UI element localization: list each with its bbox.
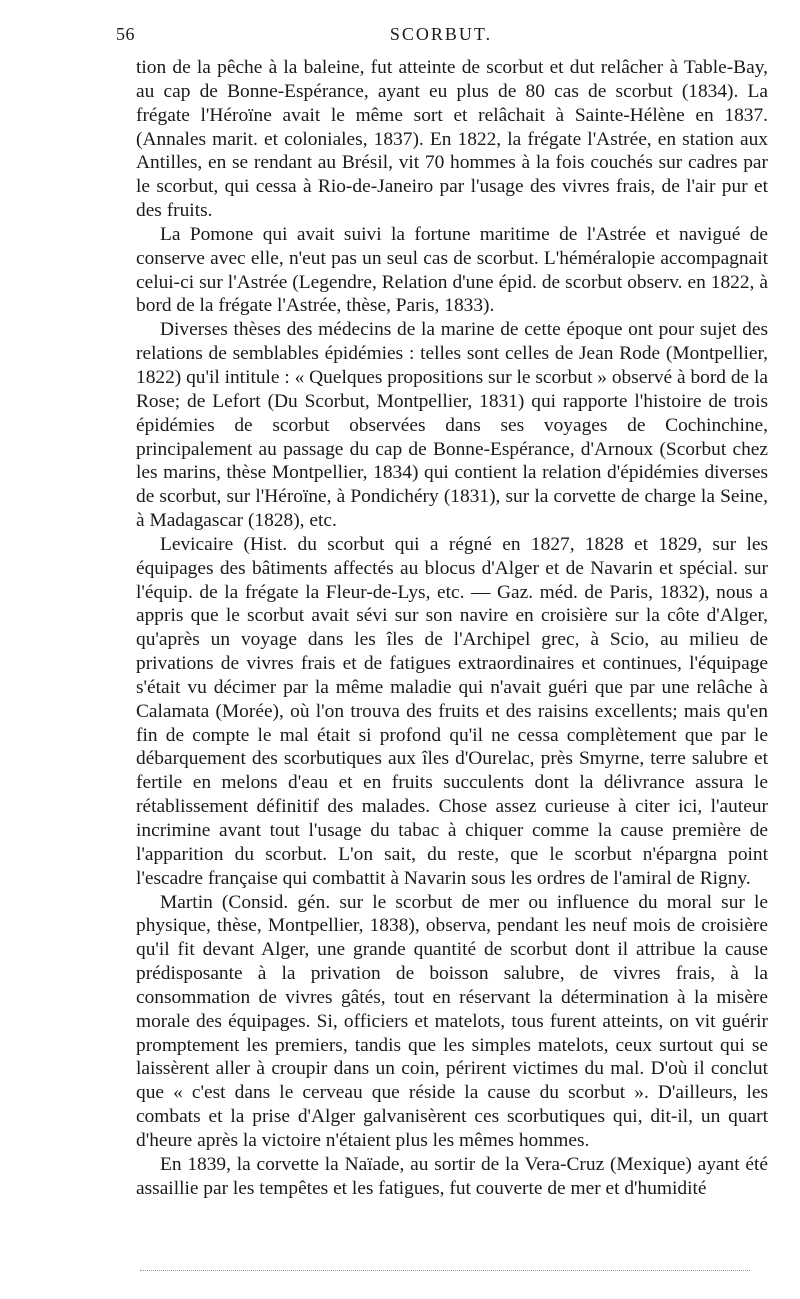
paragraph-continuation: tion de la pêche à la baleine, fut atteinte de scorbut et dut relâcher à Table-Bay, au cap de Bonne-Espérance, ayant eu plus de 80 cas de scorbut (1834). La frégate l'Héroïne avait le même sort et relâchait à Sainte-Hélène en 1837. (Annales marit. et coloniales, 1837). En 1822, la frégate l'Astrée, en station aux Antilles, en se rendant au Brésil, vit 70 hommes à la fois couchés sur cadres par le scorbut, qui cessa à Rio-de-Janeiro par l'usage des vivres frais, de l'air pur et des fruits.	[136, 57, 768, 222]
paragraph-theses: Diverses thèses des médecins de la marine de cette époque ont pour sujet des relations de semblables épidémies : telles sont celles de Jean Rode (Montpellier, 1822) qu'il intitule : « Quelques propositions sur le scorbut » observé à bord de la Rose; de Lefort (Du Scorbut, Montpellier, 1831) qui rapporte l'histoire de trois épidémies de scorbut observées dans ses voyages de Cochinchine, principalement au passage du cap de Bonne-Espérance, d'Arnoux (Scorbut chez les marins, thèse Montpellier, 1834) qui contient la relation d'épidémies diverses de scorbut, sur l'Héroïne, à Pondichéry (1831), sur la corvette de charge la Seine, à Madagascar (1828), etc.	[136, 319, 768, 532]
paragraph-naiade: En 1839, la corvette la Naïade, au sortir de la Vera-Cruz (Mexique) ayant été assaillie par les tempêtes et les fatigues, fut couverte de mer et d'humidité	[136, 1153, 768, 1199]
running-head: SCORBUT.	[389, 24, 493, 44]
footer-dotted-rule	[140, 1270, 750, 1271]
page-header	[116, 24, 766, 50]
paragraph-pomone: La Pomone qui avait suivi la fortune maritime de l'Astrée et navigué de conserve avec elle, n'eut pas un seul cas de scorbut. L'héméralopie accompagnait celui-ci sur l'Astrée (Legendre, Relation d'une épid. de scorbut observ. en 1822, à bord de la frégate l'Astrée, thèse, Paris, 1833).	[136, 223, 768, 317]
body-text	[136, 56, 768, 1201]
paragraph-martin: Martin (Consid. gén. sur le scorbut de mer ou influence du moral sur le physique, thèse, Montpellier, 1838), observa, pendant les neuf mois de croisière qu'il fit devant Alger, une grande quantité de scorbut dont il attribue la cause prédisposante à la privation de boisson salubre, de vivres frais, à la consommation de vivres gâtés, tout en réservant la détermination à la misère morale des équipages. Si, officiers et matelots, tous furent atteints, on vit guérir promptement les premiers, tandis que les simples matelots, ceux surtout qui se laissèrent aller à croupir dans un coin, périrent victimes du mal. D'où il conclut que « c'est dans le cerveau que réside la cause du scorbut ». D'ailleurs, les combats et la prise d'Alger galvanisèrent ces scorbutiques qui, dit-il, un quart d'heure après la victoire n'étaient plus les mêmes hommes.	[136, 891, 768, 1151]
paragraph-levicaire: Levicaire (Hist. du scorbut qui a régné en 1827, 1828 et 1829, sur les équipages des bâtiments affectés au blocus d'Alger et de Navarin et spécial. sur l'équip. de la frégate la Fleur-de-Lys, etc. — Gaz. méd. de Paris, 1832), nous a appris que le scorbut avait sévi sur son navire en croisière sur la côte d'Alger, qu'après un voyage dans les îles de l'Archipel grec, à Scio, au milieu de privations de vivres frais et de fatigues extraordinaires et continues, l'équipage s'était vu décimer par la même maladie qui n'avait guéri que par une relâche à Calamata (Morée), où l'on trouva des fruits et des raisins excellents; mais qu'en fin de compte le mal était si profond qu'il ne cessa complètement que par le débarquement des scorbutiques aux îles d'Ourelac, près Smyrne, terre salubre et fertile en melons d'eau et en fruits succulents dont la délivrance assura le rétablissement définitif des malades. Chose assez curieuse à citer ici, l'auteur incrimine avant tout l'usage du tabac à chiquer comme la cause première de l'apparition du scorbut. L'on sait, du reste, que le scorbut n'épargna point l'escadre française qui combattit à Navarin sous les ordres de l'amiral de Rigny.	[136, 533, 768, 889]
page-number: 56	[116, 24, 135, 44]
